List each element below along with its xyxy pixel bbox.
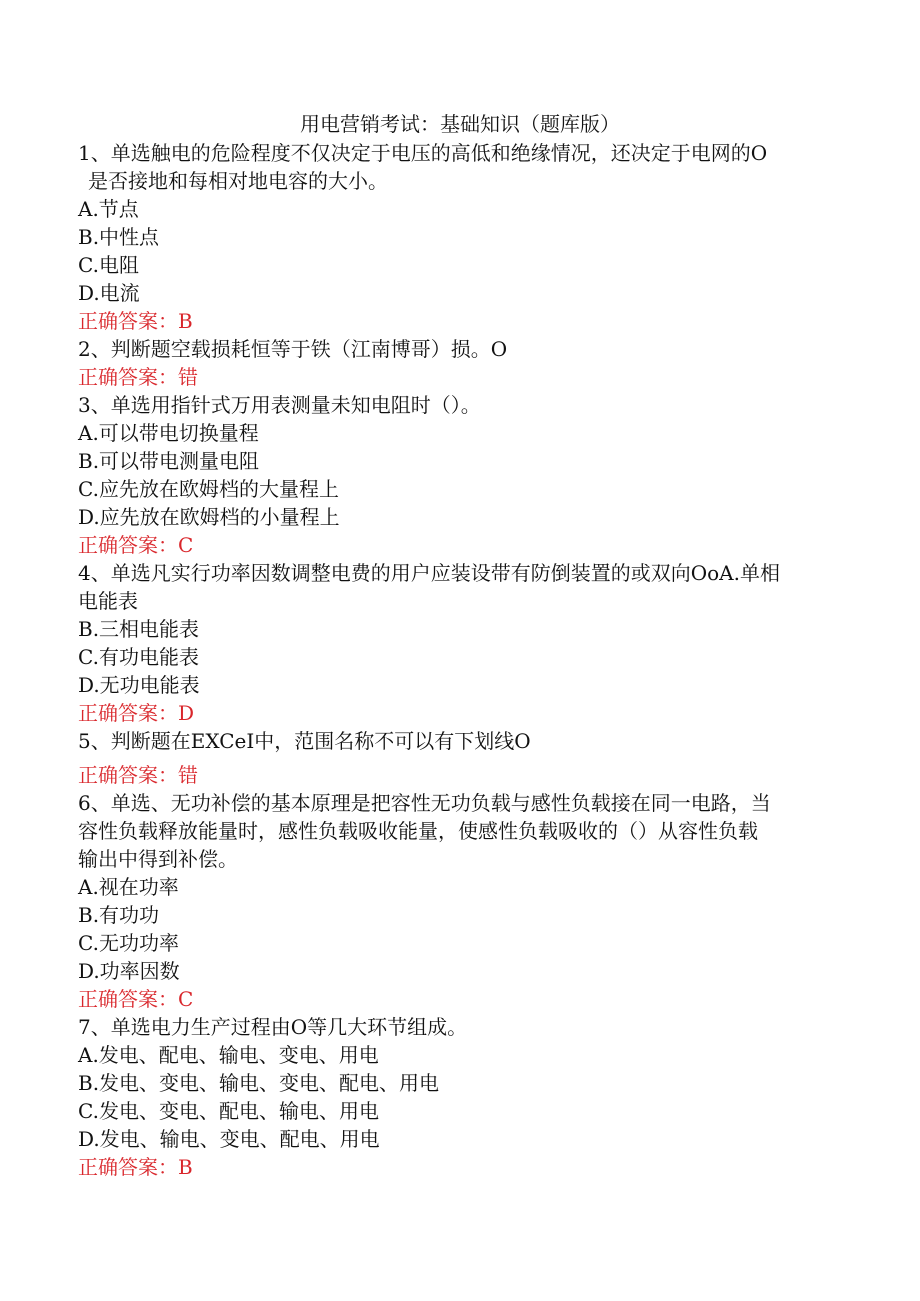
option-b: B.三相电能表 [78, 617, 200, 641]
correct-answer: 正确答案：错 [78, 763, 198, 787]
question-text: 6、单选、无功补偿的基本原理是把容性无功负载与感性负载接在同一电路，当 [78, 791, 771, 815]
correct-answer: 正确答案：错 [78, 365, 198, 389]
option-c: C.电阻 [78, 253, 139, 277]
option-d: D.发电、输电、变电、配电、用电 [78, 1127, 380, 1151]
correct-answer: 正确答案：C [78, 533, 194, 557]
correct-answer: 正确答案：B [78, 309, 193, 333]
option-a: A.可以带电切换量程 [78, 421, 259, 445]
option-a: A.视在功率 [78, 875, 179, 899]
question-text: 4、单选凡实行功率因数调整电费的用户应装设带有防倒装置的或双向OoA.单相 [78, 561, 780, 585]
option-a: A.发电、配电、输电、变电、用电 [78, 1043, 379, 1067]
option-d: D.应先放在欧姆档的小量程上 [78, 505, 340, 529]
question-text: 3、单选用指针式万用表测量未知电阻时（）。 [78, 393, 481, 417]
correct-answer: 正确答案：D [78, 701, 195, 725]
option-b: B.中性点 [78, 225, 160, 249]
option-b: B.可以带电测量电阻 [78, 449, 260, 473]
question-text: 7、单选电力生产过程由O等几大环节组成。 [78, 1015, 468, 1039]
question-1 [78, 139, 838, 335]
question-7 [78, 1013, 838, 1181]
question-text: 容性负载释放能量时，感性负载吸收能量，使感性负载吸收的（）从容性负载 [78, 819, 758, 843]
question-4 [78, 559, 838, 727]
correct-answer: 正确答案：C [78, 987, 194, 1011]
option-a: A.节点 [78, 197, 139, 221]
question-text: 1、单选触电的危险程度不仅决定于电压的高低和绝缘情况，还决定于电网的O [78, 141, 768, 165]
document-title: 用电营销考试：基础知识（题库版） [300, 112, 620, 136]
question-text: 输出中得到补偿。 [78, 847, 238, 871]
question-text: 电能表 [78, 589, 138, 613]
correct-answer: 正确答案：B [78, 1155, 193, 1179]
option-d: D.无功电能表 [78, 673, 200, 697]
question-text: 是否接地和每相对地电容的大小。 [88, 169, 388, 193]
option-d: D.功率因数 [78, 959, 180, 983]
question-6 [78, 789, 838, 1013]
question-list [78, 139, 838, 1181]
question-3 [78, 391, 838, 559]
option-b: B.发电、变电、输电、变电、配电、用电 [78, 1071, 440, 1095]
option-d: D.电流 [78, 281, 140, 305]
question-text: 2、判断题空载损耗恒等于铁（江南博哥）损。O [78, 337, 508, 361]
option-c: C.应先放在欧姆档的大量程上 [78, 477, 339, 501]
question-5 [78, 727, 838, 789]
question-text: 5、判断题在EXCeI中，范围名称不可以有下划线O [78, 729, 531, 753]
option-b: B.有功功 [78, 903, 160, 927]
question-2 [78, 335, 838, 391]
option-c: C.有功电能表 [78, 645, 199, 669]
option-c: C.无功功率 [78, 931, 179, 955]
option-c: C.发电、变电、配电、输电、用电 [78, 1099, 379, 1123]
